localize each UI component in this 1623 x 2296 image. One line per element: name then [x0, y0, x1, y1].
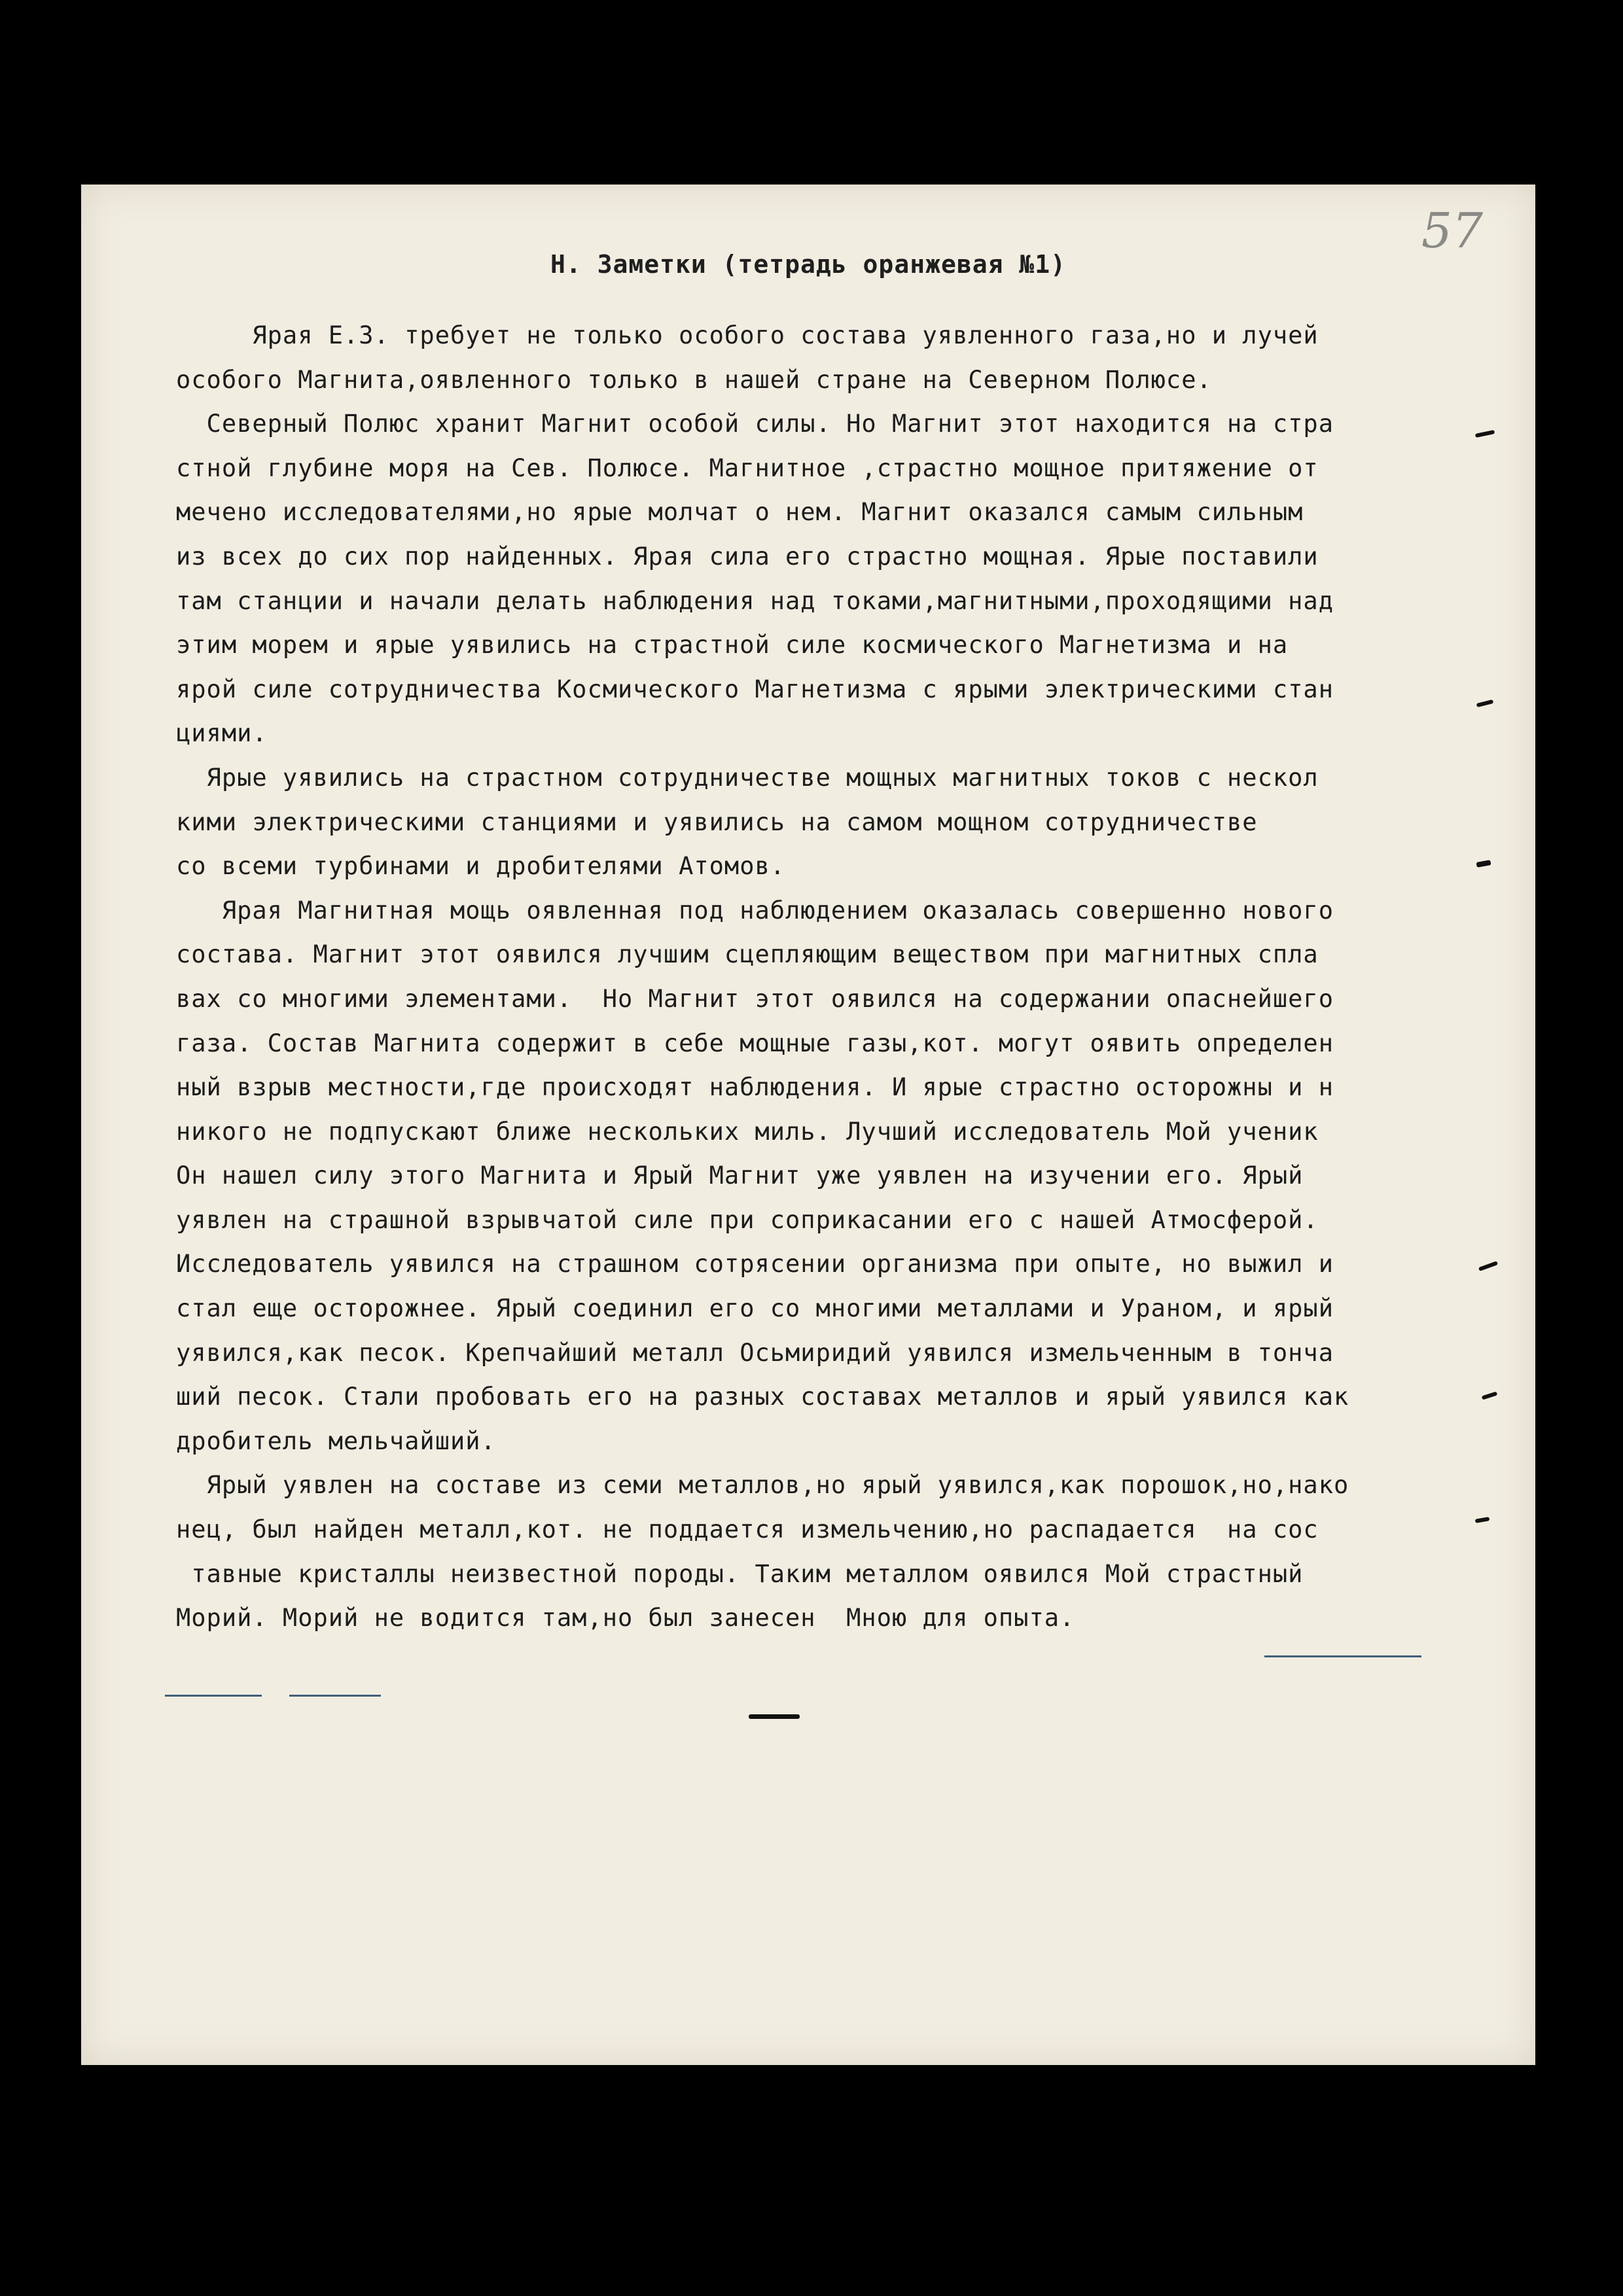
text-line: Ярая Е.З. требует не только особого состава уявленного газа,но и лучей [176, 321, 1319, 349]
text-line: циями. [176, 719, 268, 748]
text-line: со всеми турбинами и дробителями Атомов. [176, 852, 786, 881]
text-line: никого не подпускают ближе нескольких миль. Лучший исследователь Мой ученик [176, 1117, 1319, 1146]
typed-text [176, 313, 1491, 1640]
text-line: из всех до сих пор найденных. Ярая сила его страстно мощная. Ярые поставили [176, 542, 1319, 571]
text-line: Северный Полюс хранит Магнит особой силы. Но Магнит этот находится на стра [176, 410, 1334, 438]
text-line: кими электрическими станциями и уявились на самом мощном сотрудничестве [176, 807, 1258, 836]
text-line: этим морем и ярые уявились на страстной силе космического Магнетизма и на [176, 631, 1289, 660]
text-line: уявился,как песок. Крепчайший металл Осьмиридий уявился измельченным в тонча [176, 1338, 1334, 1367]
text-line: Морий. Морий не водится там,но был занесен Мною для опыта. [176, 1604, 1075, 1633]
page-title: Н. Заметки (тетрадь оранжевая №1) [550, 250, 1066, 279]
text-line: Ярые уявились на страстном сотрудничестве мощных магнитных токов с нескол [176, 763, 1319, 792]
text-line: газа. Состав Магнита содержит в себе мощные газы,кот. могут оявить определен [176, 1029, 1334, 1057]
blue-underline-mark [1264, 1655, 1421, 1657]
document-page [81, 185, 1535, 2065]
text-line: нец, был найден металл,кот. не поддается измельчению,но распадается на сос [176, 1515, 1319, 1544]
text-line: Ярый уявлен на составе из семи металлов,но ярый уявился,как порошок,но,нако [176, 1471, 1349, 1500]
text-line: ный взрыв местности,где происходят наблюдения. И ярые страстно осторожны и н [176, 1073, 1334, 1102]
text-line: ярой силе сотрудничества Космического Магнетизма с ярыми электрическими стан [176, 675, 1334, 703]
text-line: стной глубине моря на Сев. Полюсе. Магнитное ,страстно мощное притяжение от [176, 453, 1319, 482]
page-number: 57 [1421, 203, 1483, 259]
text-line: Исследователь уявился на страшном сотрясении организма при опыте, но выжил и [176, 1250, 1334, 1279]
text-line: ший песок. Стали пробовать его на разных составах металлов и ярый уявился как [176, 1383, 1349, 1411]
text-line: дробитель мельчайший. [176, 1426, 496, 1455]
text-line: состава. Магнит этот оявился лучшим сцепляющим веществом при магнитных спла [176, 940, 1319, 969]
blue-underline-mark [289, 1695, 381, 1697]
text-line: мечено исследователями,но ярые молчат о нем. Магнит оказался самым сильным [176, 498, 1304, 527]
text-line: стал еще осторожнее. Ярый соединил его со многими металлами и Ураном, и ярый [176, 1294, 1334, 1323]
text-line: Ярая Магнитная мощь оявленная под наблюдением оказалась совершенно нового [176, 896, 1334, 925]
blue-underline-mark [165, 1695, 262, 1697]
text-line: Он нашел силу этого Магнита и Ярый Магнит уже уявлен на изучении его. Ярый [176, 1161, 1304, 1190]
text-line: уявлен на страшной взрывчатой силе при соприкасании его с нашей Атмосферой. [176, 1205, 1319, 1234]
text-line: тавные кристаллы неизвестной породы. Таким металлом оявился Мой страстный [176, 1559, 1304, 1588]
text-line: вах со многими элементами. Но Магнит этот оявился на содержании опаснейшего [176, 984, 1334, 1013]
end-rule-mark [749, 1714, 800, 1719]
text-line: там станции и начали делать наблюдения над токами,магнитными,проходящими над [176, 586, 1334, 615]
text-line: особого Магнита,оявленного только в нашей стране на Северном Полюсе. [176, 365, 1212, 394]
